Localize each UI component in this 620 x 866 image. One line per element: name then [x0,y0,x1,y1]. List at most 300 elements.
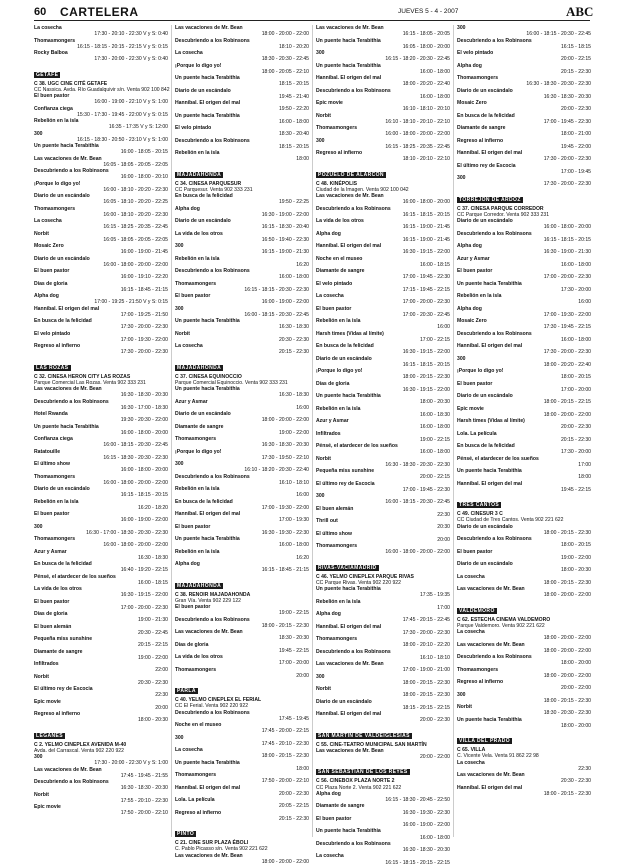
row-text: 17:30 - 19:50 - 22:10 [261,454,309,461]
row-text: 16:30 - 19:15 - 22:00 [402,386,450,393]
row-text: Regreso al infierno [457,137,504,144]
row-text: El último rey de Escocia [34,686,93,692]
row-text: Diario de un escándalo [316,355,372,362]
row-text: El buen pastor [316,815,352,822]
row-text: 18:00 - 20:15 - 22:30 [402,374,450,381]
row-text: 16:15 - 19:00 - 21:30 [261,249,309,256]
row-text: Descubriendo a los Robinsons [34,168,109,174]
row-text: 16:00 - 18:00 [419,68,450,75]
row-text: Descubriendo a los Robinsons [175,268,250,274]
row-text: 17:00 - 20:30 - 22:45 [402,311,450,318]
row-text: Pequeña miss sunshine [316,468,375,474]
row-text: Noche en el museo [316,255,363,262]
row-text: El velo pintado [34,330,71,337]
row-text: 16:10 - 18:10 - 20:10 [402,106,450,113]
row-text: 16:30 - 18:30 - 20:30 [402,847,450,853]
row-text: Rebelión en la isla [175,548,220,555]
row-text: 19:00 - 22:00 [278,429,309,436]
row-text: Lola. La película [457,430,497,437]
row-text: 17:00 - 19:30 [278,517,309,524]
row-text: Descubriendo a los Robinsons [175,709,250,716]
row-text: 300 [175,734,184,741]
row-text: Hannibal. El origen del mal [175,784,241,791]
row-text: 16:00 - 19:00 - 21:45 [120,249,168,256]
row-text: 20:00 - 22:15 [560,56,591,63]
row-text: Hannibal. El origen del mal [34,305,100,312]
row-text: Pénsé, el atardecer de los sueños [316,443,398,449]
row-text: La vida de los otros [175,654,223,660]
row-text: 20:00 - 22:30 [560,424,591,431]
row-text: 16:15 - 18:15 - 20:15 - 22:15 V y S: 0:15 [77,43,168,50]
row-text: C 46. YELMO CINEPLEX PARQUE RIVAS [316,573,414,580]
row-text: El buen pastor [34,93,70,99]
row-text: Thomasmongers [175,436,217,442]
row-text: 20:30 - 22:45 [137,629,168,636]
row-text: Rocky Balboa [34,50,68,56]
row-text: Harsh times (Vidas al límite) [316,330,384,337]
row-text: 300 [316,493,325,499]
row-text: 17:00 - 20:00 [278,660,309,667]
row-text: 19:45 - 22:00 [560,143,591,150]
row-text: 18:30 - 20:40 [278,131,309,138]
row-text: Diario de un escándalo [34,255,90,262]
row-text: 17:30 - 20:00 - 22:30 [120,349,168,356]
locality-heading: GETAFE [36,71,59,78]
row-text: Diario de un escándalo [175,87,231,94]
row-text: 16:15 - 18:15 - 20:15 [543,236,591,243]
row-text: Regreso al infierno [34,711,81,717]
row-text: 19:00 - 22:00 [137,654,168,661]
row-text: Thomasmongers [457,75,499,81]
row-text: 300 [316,50,325,56]
row-text: El buen pastor [175,604,211,610]
row-text: Un puente hacia Terabithia [457,280,522,287]
row-text: 17:30 - 20:00 - 22:30 [402,629,450,636]
row-text: El buen pastor [457,268,493,274]
row-text: El último show [34,461,70,467]
row-text: Diamante de sangre [457,125,506,131]
page-number: 60 [34,6,47,18]
locality-heading: PINTO [177,831,195,837]
row-text: 18:00 - 20:00 - 22:00 [261,31,309,38]
row-text: 300 [316,137,325,144]
row-text: 300 [457,691,466,698]
row-text: 18:00 - 20:15 - 22:30 [543,579,591,586]
row-text: Diario de un escándalo [457,87,513,94]
row-text: Parque Comercial Equinoccio. Venta 902 333 231 [175,379,288,386]
row-text: 16:00 - 18:00 [419,449,450,456]
row-text: 17:00 - 20:00 - 22:30 [120,604,168,611]
row-text: Gran Vía. Venta 902 229 122 [175,597,241,604]
row-text: Descubriendo a los Robinsons [175,616,250,623]
row-text: Un puente hacia Terabithia [175,318,240,324]
row-text: CC Parque Rivas. Venta 902 220 922 [316,579,401,586]
locality-heading: TORREJÓN DE ARDOZ [459,196,521,203]
row-text: 17:15 - 19:45 - 22:15 [402,286,450,293]
locality-heading: MAJADAHONDA [177,171,222,178]
row-text: Thomasmongers [457,666,499,673]
row-text: ¡Porque lo digo yo! [175,62,222,69]
row-text: CC El Ferial. Venta 902 220 922 [175,703,249,710]
row-text: 20:00 - 22:30 [560,106,591,113]
row-text: 16:00 - 18:00 [419,93,450,100]
row-text: 20:00 - 22:00 [419,754,450,760]
row-text: 16:30 - 19:30 - 22:30 [261,529,309,536]
row-text: 17:00 - 19:25 - 21:50 [120,311,168,318]
locality-heading: SAN MARTÍN DE VALDEIGLESIAS [318,732,410,739]
row-text: Descubriendo a los Robinsons [457,536,532,542]
row-text: La cosecha [316,293,344,299]
row-text: 16:00 - 19:00 - 22:10 V y S: 1:00 [94,99,168,106]
section-title: CARTELERA [60,5,139,19]
row-text: 16:05 - 18:10 - 20:20 - 22:25 [103,199,168,206]
row-text: Alpha dog [34,293,59,299]
row-text: Pénsé, el atardecer de los sueños [457,455,539,462]
row-text: 16:00 - 18:05 - 20:15 [120,149,168,156]
row-text: 18:00 - 20:00 - 22:00 [543,411,591,418]
row-text: Rebelión en la isla [316,405,361,412]
row-text: Norbit [34,230,49,237]
row-text: 16:15 - 18:45 - 21:15 [261,567,309,574]
row-text: 18:00 [296,156,309,163]
row-text: Rebelión en la isla [34,118,79,124]
row-text: La cosecha [34,218,62,224]
row-text: Un puente hacia Terabithia [34,423,99,430]
row-text: 22:00 [155,667,168,674]
row-text: El buen pastor [457,548,493,555]
row-text: 20:30 [437,524,450,531]
row-text: El velo pintado [175,125,212,131]
row-text: 16:15 - 18:15 - 20:15 [402,361,450,368]
row-text: 300 [457,355,466,362]
row-text: 16:00 - 18:00 - 20:00 [120,467,168,474]
row-text: 16:00 - 18:00 [419,834,450,841]
row-text: 16:00 - 18:15 [419,261,450,268]
row-text: 17:45 - 19:45 - 21:55 [120,772,168,779]
row-text: Confianza ciega [34,436,73,442]
row-text: 17:00 - 20:00 [560,386,591,393]
row-text: 22:30 [578,765,591,772]
row-text: 20:15 - 22:30 [560,68,591,75]
row-text: Un puente hacia Terabithia [175,386,240,392]
row-text: 19:00 - 21:30 [137,617,168,624]
row-text: C 21. CINE SUR PLAZA ÉBOLI [175,840,249,846]
row-text: 18:00 [296,765,309,772]
row-text: Azur y Asmar [316,418,349,424]
row-text: Infiltrados [316,430,341,437]
row-text: 15:30 - 17:30 - 19:45 - 22:00 V y S: 0:15 [77,111,168,118]
row-text: 18:00 - 20:00 - 22:00 [543,647,591,654]
row-text: 17:30 - 19:45 - 22:15 [543,324,591,331]
row-text: Harsh times (Vidas al límite) [457,418,525,424]
row-text: Un puente hacia Terabithia [175,759,240,766]
row-text: Alpha dog [316,230,341,237]
row-text: 16:30 - 18:30 - 20:30 [543,93,591,100]
row-text: Regreso al infierno [457,679,504,685]
row-text: 18:00 - 20:15 - 22:30 [543,790,591,797]
row-text: Norbit [316,686,331,692]
row-text: Hannibal. El origen del mal [316,75,382,81]
row-text: Un puente hacia Terabithia [316,393,381,399]
row-text: 18:00 - 20:05 - 22:10 [261,68,309,75]
row-text: 20:00 [155,704,168,711]
row-text: 16:30 - 18:30 - 20:30 [120,392,168,399]
row-text: 16:15 - 18:25 - 20:35 - 22:45 [385,143,450,150]
row-text: Thrill out [316,518,338,524]
row-text: 16:15 - 18:15 - 20:15 [120,492,168,499]
row-text: Noche en el museo [175,722,222,728]
row-text: Diamante de sangre [316,803,365,810]
row-text: 16:00 [578,299,591,306]
locality-heading: SAN SEBASTIÁN DE LOS REYES [318,769,408,776]
row-text: 16:15 - 18:15 - 20:30 - 22:30 [244,286,309,293]
row-text: Hotel Rwanda [34,411,68,417]
row-text: 17:00 - 19:45 [560,168,591,175]
row-text: Las vacaciones de Mr. Bean [457,772,525,778]
row-text: 20:00 - 22:30 [278,790,309,797]
row-text: Las vacaciones de Mr. Bean [316,193,384,199]
row-text: Diario de un escándalo [457,523,513,530]
column-divider [312,25,313,837]
row-text: 20:00 [437,536,450,543]
row-text: 18:00 - 20:00 - 22:00 [543,672,591,679]
row-text: 16:00 - 18:00 - 20:10 [120,174,168,181]
row-text: Mosaic Zero [34,243,64,249]
row-text: Ratatouille [34,448,61,455]
row-text: Diario de un escándalo [34,486,90,492]
row-text: Thomasmongers [316,543,358,549]
row-text: Norbit [316,112,331,119]
row-text: C 40. YELMO CINEPLEX EL FERIAL [175,697,262,703]
row-text: En busca de la felicidad [175,498,233,505]
row-text: CC Parquesur. Venta 902 333 231 [175,186,253,193]
row-text: C 34. CINESA PARQUESUR [175,180,242,187]
row-text: 16:15 - 18:30 - 20:45 - 22:50 [385,797,450,803]
row-text: 19:30 - 20:30 - 22:00 [120,417,168,424]
row-text: 18:00 - 20:00 - 22:00 [543,635,591,642]
row-text: 17:45 - 20:15 - 22:45 [402,617,450,624]
row-text: El buen pastor [34,268,70,274]
row-text: 16:30 - 18:30 - 20:30 [120,785,168,792]
row-text: El buen alemán [316,505,354,512]
row-text: 19:00 - 22:00 [560,554,591,561]
row-text: Avda. del Carrascal. Venta 902 220 922 [34,747,124,754]
row-text: Descubriendo a los Robinsons [175,473,250,480]
row-text: ¡Porque lo digo yo! [457,368,504,374]
row-text: El buen alemán [34,623,72,630]
row-text: 16:00 - 19:00 - 22:00 [261,299,309,306]
row-text: La cosecha [34,25,62,31]
row-text: La cosecha [457,759,485,766]
row-text: 16:15 - 18:45 - 21:15 [120,286,168,293]
row-text: 16:00 [437,324,450,331]
row-text: 16:00 - 19:00 - 22:00 [402,822,450,828]
row-text: 17:30 - 20:10 - 22:30 V y S: 0:40 [94,31,168,38]
row-text: Rebelión en la isla [316,318,361,324]
row-text: Norbit [34,791,49,798]
row-text: Rebelión en la isla [175,486,220,492]
row-text: 18:00 - 20:15 - 22:30 [543,697,591,704]
row-text: Norbit [457,704,472,710]
row-text: Diamante de sangre [316,268,365,274]
row-text: C 38. UGC CINE CITÉ GETAFE [34,80,108,87]
row-text: 17:45 - 20:10 - 22:30 [261,740,309,747]
row-text: 16:15 - 18:20 - 20:30 - 22:45 [385,56,450,63]
row-text: 18:00 - 20:30 [419,399,450,406]
row-text: Alpha dog [316,790,341,797]
row-text: C. Vicente Vela. Venta 91 862 22 98 [457,753,539,760]
row-text: 16:05 - 18:05 - 20:05 - 22:05 [103,161,168,168]
row-text: Un puente hacia Terabithia [175,75,240,81]
row-text: Diario de un escándalo [34,193,90,199]
row-text: 17:00 - 20:00 - 22:30 [543,274,591,281]
row-text: Confianza ciega [34,105,73,112]
row-text: 18:30 - 20:30 - 22:30 [543,710,591,717]
listing-column-3 [316,25,450,866]
row-text: Regreso al infierno [34,343,81,349]
row-text: 16:40 - 19:20 - 22:15 [120,567,168,574]
row-text: Thomasmongers [175,772,217,778]
row-text: 18:00 - 20:00 - 22:00 [261,417,309,424]
row-text: C 37. CINESA PARQUE CORREDOR [457,205,544,212]
row-text: Días de gloria [316,380,350,387]
row-text: El buen pastor [34,598,70,605]
row-text: Thomasmongers [34,473,76,480]
row-text: Un puente hacia Terabithia [316,62,381,69]
row-text: 20:00 - 22:00 [560,685,591,692]
row-text: 18:00 - 20:10 - 22:20 [402,642,450,649]
row-text: 18:00 - 20:20 - 22:40 [543,361,591,368]
row-text: Descubriendo a los Robinsons [316,648,391,655]
row-text: Alpha dog [175,561,200,567]
row-text: 17:00 - 19:45 - 22:30 [402,486,450,493]
row-text: Alpha dog [457,62,482,69]
row-text: 17:30 - 20:00 [560,449,591,456]
row-text: 18:00 - 20:15 [560,374,591,381]
row-text: 17:00 [437,604,450,611]
row-text: Hannibal. El origen del mal [316,243,382,249]
row-text: Rebelión en la isla [457,293,502,299]
row-text: 16:00 - 18:15 - 20:30 - 22:45 [103,442,168,449]
row-text: La vida de los otros [316,218,364,224]
row-text: 16:15 - 19:00 - 21:45 [402,224,450,231]
row-text: 16:15 - 19:00 - 21:45 [402,236,450,243]
row-text: Descubriendo a los Robinsons [316,205,391,212]
locality-heading: LAS ROZAS [36,364,69,371]
row-text: 16:30 - 18:30 - 20:30 [261,442,309,449]
row-text: C 62. ESTECHA CINEMA VALDEMORO [457,616,551,623]
row-text: 16:00 - 18:00 [278,118,309,125]
row-text: Diamante de sangre [175,423,224,430]
row-text: 17:00 - 19:30 - 22:00 [120,336,168,343]
row-text: 18:00 - 20:00 - 22:00 [261,858,309,865]
row-text: Infiltrados [34,661,59,667]
locality-heading: LEGANÉS [36,732,63,739]
row-text: 19:50 - 22:20 [278,106,309,113]
row-text: 16:05 - 18:05 - 20:05 - 22:05 [103,236,168,243]
row-text: Diario de un escándalo [316,698,372,705]
row-text: Las vacaciones de Mr. Bean [175,852,243,859]
row-text: Azur y Asmar [34,548,67,555]
row-text: 18:00 - 20:15 - 22:30 [402,679,450,686]
row-text: 20:00 - 22:15 [419,474,450,481]
row-text: C 32. CINESA HERON CITY LAS ROZAS [34,373,131,380]
row-text: 16:15 - 18:30 - 20:40 [261,224,309,231]
row-text: En busca de la felicidad [457,112,515,119]
row-text: 19:00 - 22:15 [419,436,450,443]
row-text: Descubriendo a los Robinsons [457,330,532,337]
row-text: 17:45 - 19:45 [278,715,309,722]
row-text: Descubriendo a los Robinsons [457,230,532,237]
row-text: 300 [316,673,325,680]
locality-heading: POZUELO DE ALARCÓN [318,171,384,178]
row-text: 16:30 - 19:15 - 22:00 [120,592,168,599]
row-text: CC Parque Corredor. Venta 902 333 231 [457,211,550,218]
row-text: 20:00 [296,672,309,679]
row-text: Un puente hacia Terabithia [316,828,381,835]
row-text: Hannibal. El origen del mal [175,511,241,517]
row-text: El buen pastor [34,511,70,517]
row-text: 16:00 - 18:15 - 20:30 - 22:45 [526,31,591,38]
row-text: 16:10 - 18:10 - 20:10 - 22:10 [385,118,450,125]
row-text: Rebelión en la isla [175,255,220,262]
row-text: 17:00 - 20:00 - 22:30 [402,299,450,306]
row-text: La cosecha [175,50,203,56]
row-text: Mosaic Zero [457,100,487,106]
row-text: Diario de un escándalo [457,393,513,399]
row-text: Descubriendo a los Robinsons [316,840,391,847]
row-text: 16:00 - 19:00 - 22:00 [120,517,168,524]
row-text: Las vacaciones de Mr. Bean [34,766,102,773]
row-text: 22:30 [155,692,168,699]
row-text: 16:20 [296,261,309,268]
row-text: Un puente hacia Terabithia [457,716,522,723]
row-text: Thomasmongers [34,536,76,542]
row-text: 16:30 - 19:15 - 22:00 [402,249,450,256]
row-text: 17:30 - 20:00 - 22:30 [543,156,591,163]
row-text: 16:00 - 18:00 - 20:00 - 22:00 [103,542,168,549]
row-text: La cosecha [316,853,344,860]
row-text: 18:00 - 20:20 - 22:40 [402,81,450,88]
row-text: 16:00 - 18:00 - 20:00 - 22:00 [103,261,168,268]
row-text: 16:30 - 19:15 - 22:00 [402,349,450,356]
row-text: 16:00 - 18:00 - 20:00 [120,429,168,436]
row-text: Hannibal. El origen del mal [175,100,241,106]
row-text: 16:20 - 18:20 [137,504,168,511]
row-text: Un puente hacia Terabithia [175,112,240,119]
row-text: 19:00 - 22:15 [278,610,309,617]
row-text: 17:30 - 20:00 - 22:30 [543,349,591,356]
row-text: 19:45 - 22:15 [560,486,591,493]
row-text: Un puente hacia Terabithia [457,468,522,474]
row-text: Descubriendo a los Robinsons [175,37,250,44]
row-text: 20:30 - 22:30 [137,679,168,686]
row-text: 20:05 - 22:15 [278,803,309,810]
locality-heading: RIVAS-VACIAMADRID [318,564,377,571]
row-text: 18:00 - 20:15 [560,542,591,549]
row-text: 18:00 - 20:15 - 22:30 [261,753,309,760]
row-text: 300 [175,243,184,249]
row-text: C 49. CINESUR 3 C [457,511,503,517]
locality-heading: MAJADAHONDA [177,364,222,371]
row-text: Diario de un escándalo [457,561,513,567]
row-text: Thomasmongers [316,636,358,642]
row-text: 17:00 - 19:30 - 22:00 [543,311,591,318]
row-text: 20:30 - 22:30 [278,336,309,343]
row-text: El último show [316,530,352,537]
row-text: La cosecha [457,573,485,580]
row-text: 16:00 - 18:15 - 20:30 - 22:45 [244,311,309,318]
